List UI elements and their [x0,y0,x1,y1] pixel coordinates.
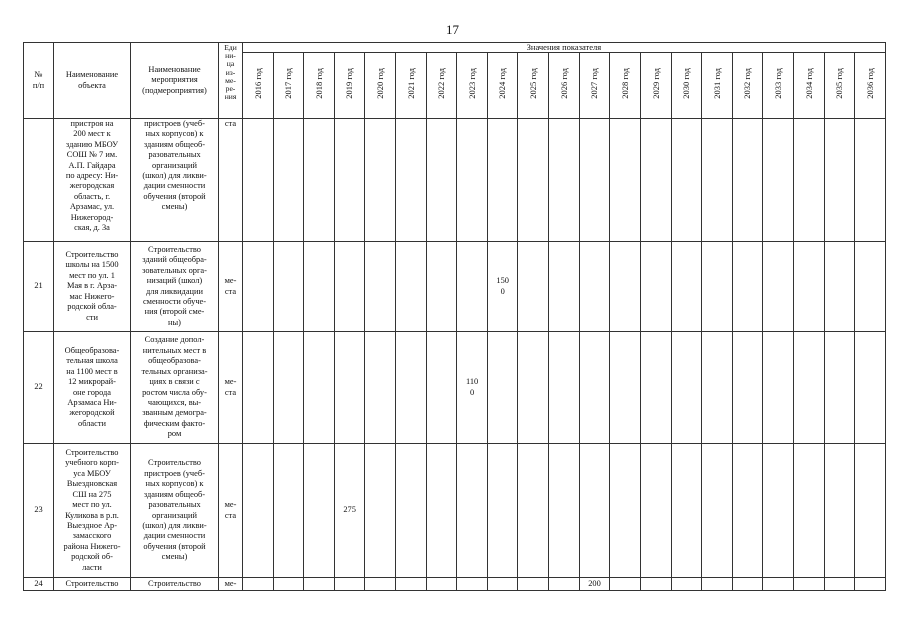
header-year [671,53,702,119]
value-cell [334,578,365,591]
activity-name: Создание допол- нительных мест в общеобразова- тельных организа- циях в связи с ростом числа обу- чающихся, вы- званным демогра- фическим факто- ром [131,332,219,444]
value-cell [824,119,855,242]
table-row [24,332,886,444]
value-cell [334,119,365,242]
header-year-label: 2031 год [711,68,722,100]
value-cell [732,444,763,578]
header-year [243,53,274,119]
header-year-label: 2034 год [803,68,814,100]
value-cell [457,444,488,578]
header-year [518,53,549,119]
header-year-label: 2033 год [772,68,783,100]
header-year [610,53,641,119]
header-year [273,53,304,119]
indicator-table [23,42,886,591]
value-cell [824,242,855,332]
value-cell [549,444,580,578]
value-cell [487,444,518,578]
header-year-label: 2028 год [619,68,630,100]
value-cell [732,242,763,332]
header-year-label: 2023 год [466,68,477,100]
unit-cell: ме- ста [219,242,243,332]
table-row [24,119,886,242]
value-cell [671,119,702,242]
header-year [763,53,794,119]
header-year-label: 2020 год [375,68,386,100]
header-year-label: 2026 год [558,68,569,100]
unit-cell: ме- [219,578,243,591]
header-object: Наименование объекта [54,43,131,119]
value-cell [273,332,304,444]
value-cell [304,332,335,444]
value-cell [365,578,396,591]
unit-cell: ме- ста [219,444,243,578]
value-cell [824,332,855,444]
header-year-label: 2024 год [497,68,508,100]
value-cell [365,332,396,444]
value-cell [457,119,488,242]
object-name: Общеобразова- тельная школа на 1100 мест в 12 микрорай- оне города Арзамаса Ни- жегородской области [54,332,131,444]
value-cell [396,578,427,591]
header-year-label: 2018 год [313,68,324,100]
value-cell [243,119,274,242]
header-year-label: 2021 год [405,68,416,100]
value-cell [610,444,641,578]
value-cell [518,578,549,591]
value-cell [610,242,641,332]
value-cell [243,242,274,332]
value-cell [426,119,457,242]
header-year [365,53,396,119]
value-cell [763,444,794,578]
value-cell [702,119,733,242]
value-cell [273,242,304,332]
value-cell [702,242,733,332]
value-cell [304,444,335,578]
value-cell [243,578,274,591]
header-year [855,53,886,119]
value-cell [855,242,886,332]
value-cell [702,444,733,578]
value-cell [426,444,457,578]
value-cell [671,444,702,578]
value-cell [763,578,794,591]
row-number: 21 [24,242,54,332]
header-unit: Еди ни- ца из- ме- ре- ния [219,43,243,119]
value-cell [793,242,824,332]
value-cell [579,119,610,242]
value-cell [304,578,335,591]
value-cell [365,119,396,242]
table-row [24,242,886,332]
value-cell [579,332,610,444]
value-cell [549,332,580,444]
value-cell [640,119,671,242]
value-cell [273,444,304,578]
value-cell [763,332,794,444]
value-cell [763,119,794,242]
value-cell [426,332,457,444]
header-year [793,53,824,119]
object-name: Строительство [54,578,131,591]
value-cell [640,332,671,444]
value-cell [487,578,518,591]
value-cell [549,119,580,242]
header-year-label: 2017 год [283,68,294,100]
header-year [487,53,518,119]
header-year [824,53,855,119]
object-name: пристроя на 200 мест к зданию МБОУ СОШ № 7 им. А.П. Гайдара по адресу: Ни- жегородская область, г. Арзамас, ул. Нижегород- ская, д. 3а [54,119,131,242]
value-cell [243,444,274,578]
activity-name: Строительство [131,578,219,591]
table-row [24,444,886,578]
value-cell [579,242,610,332]
header-year-label: 2032 год [742,68,753,100]
activity-name: Строительство зданий общеобра- зовательных орга- низаций (школ) для ликвидации сменности обуче- ния (второй сме- ны) [131,242,219,332]
value-cell [610,332,641,444]
value-cell [426,242,457,332]
value-cell [732,332,763,444]
value-cell [518,119,549,242]
value-cell: 200 [579,578,610,591]
header-year-label: 2030 год [681,68,692,100]
value-cell [487,119,518,242]
value-cell: 275 [334,444,365,578]
value-cell [457,578,488,591]
value-cell [487,332,518,444]
value-cell [610,119,641,242]
value-cell: 110 0 [457,332,488,444]
header-year [396,53,427,119]
value-cell [334,332,365,444]
value-cell [243,332,274,444]
value-cell [640,242,671,332]
value-cell [702,332,733,444]
activity-name: Строительство пристроев (учеб- ных корпусов) к зданиям общеоб- разовательных организаций (школ) для ликви- дации сменности обучения (второй смены) [131,444,219,578]
value-cell [304,119,335,242]
value-cell [824,578,855,591]
value-cell [396,119,427,242]
header-year-label: 2019 год [344,68,355,100]
value-cell: 150 0 [487,242,518,332]
row-number: 23 [24,444,54,578]
header-year [304,53,335,119]
value-cell [793,444,824,578]
activity-name: пристроев (учеб- ных корпусов) к зданиям общеоб- разовательных организаций (школ) для ликви- дации сменности обучения (второй смены) [131,119,219,242]
value-cell [793,119,824,242]
row-number [24,119,54,242]
value-cell [334,242,365,332]
value-cell [518,444,549,578]
value-cell [610,578,641,591]
header-num: № п/п [24,43,54,119]
header-year [732,53,763,119]
table-body [24,119,886,591]
value-cell [518,332,549,444]
value-cell [763,242,794,332]
value-cell [640,444,671,578]
value-cell [732,119,763,242]
value-cell [273,578,304,591]
header-year-label: 2025 год [528,68,539,100]
value-cell [273,119,304,242]
header-year [702,53,733,119]
value-cell [793,578,824,591]
header-year-label: 2022 год [436,68,447,100]
value-cell [855,119,886,242]
value-cell [304,242,335,332]
header-year-label: 2035 год [834,68,845,100]
value-cell [824,444,855,578]
unit-cell: ста [219,119,243,242]
unit-cell: ме- ста [219,332,243,444]
header-year [334,53,365,119]
value-cell [855,332,886,444]
value-cell [855,578,886,591]
header-year [579,53,610,119]
value-cell [396,332,427,444]
object-name: Строительство школы на 1500 мест по ул. 1 Мая в г. Арза- мас Нижего- родской обла- сти [54,242,131,332]
value-cell [549,242,580,332]
value-cell [671,242,702,332]
header-activity: Наименование мероприятия (подмероприятия) [131,43,219,119]
value-cell [457,242,488,332]
value-cell [579,444,610,578]
value-cell [365,242,396,332]
header-row-top [24,43,886,53]
table-row [24,578,886,591]
object-name: Строительство учебного корп- уса МБОУ Выездновская СШ на 275 мест по ул. Куликова в р.п. Выездное Ар- замасского района Нижего- родской об- ласти [54,444,131,578]
value-cell [732,578,763,591]
row-number: 22 [24,332,54,444]
value-cell [549,578,580,591]
value-cell [365,444,396,578]
value-cell [396,444,427,578]
value-cell [855,444,886,578]
value-cell [518,242,549,332]
value-cell [702,578,733,591]
header-year [549,53,580,119]
value-cell [671,332,702,444]
value-cell [671,578,702,591]
header-year-label: 2016 год [252,68,263,100]
value-cell [640,578,671,591]
page-number: 17 [446,22,459,37]
header-year [426,53,457,119]
value-cell [396,242,427,332]
header-year-label: 2029 год [650,68,661,100]
value-cell [426,578,457,591]
header-year [457,53,488,119]
header-year-label: 2036 год [864,68,875,100]
header-year-label: 2027 год [589,68,600,100]
header-values-title: Значения показателя [243,43,886,53]
row-number: 24 [24,578,54,591]
header-year [640,53,671,119]
value-cell [793,332,824,444]
